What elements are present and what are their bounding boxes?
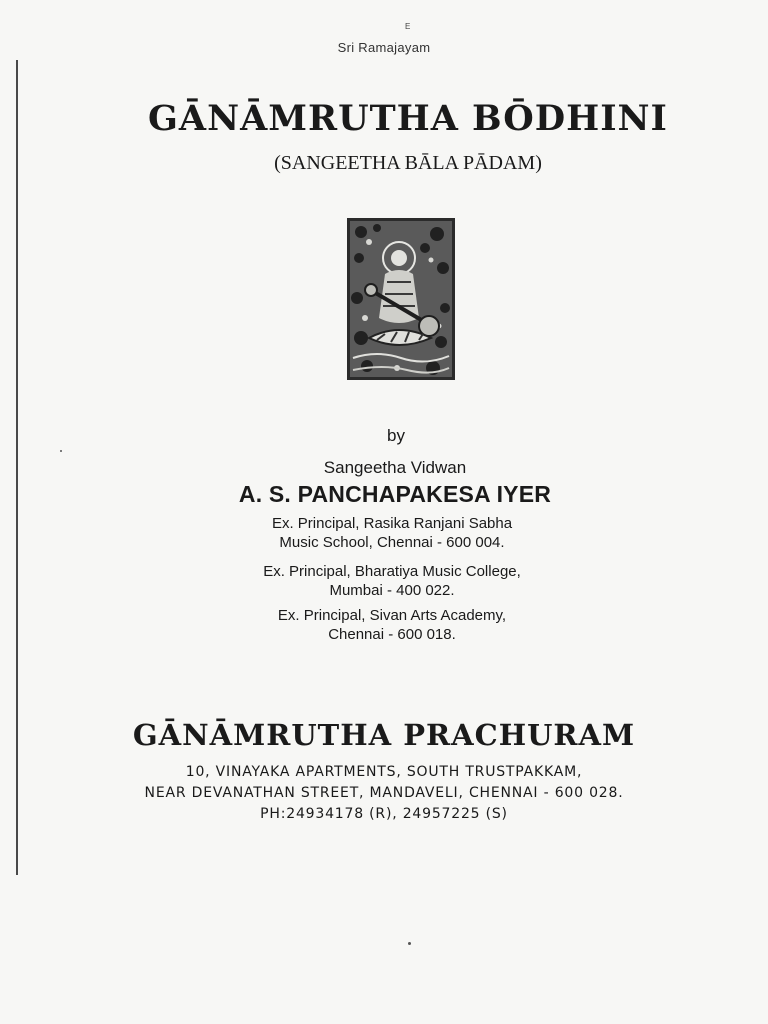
scan-speck — [408, 942, 411, 945]
credential-line: Ex. Principal, Sivan Arts Academy, — [277, 607, 507, 624]
publisher-phone: PH:24934178 (R), 24957225 (S) — [260, 806, 508, 822]
saraswati-illustration-image — [347, 218, 455, 380]
credential-line: Ex. Principal, Rasika Ranjani Sabha — [271, 515, 513, 532]
book-subtitle: (SANGEETHA BĀLA PĀDAM) — [274, 152, 542, 174]
credential-2 — [0, 562, 768, 600]
book-title: GĀNĀMRUTHA BŌDHINI — [148, 98, 668, 139]
credential-line: Mumbai - 400 022. — [329, 582, 455, 599]
publisher-name: GĀNĀMRUTHA PRACHURAM — [132, 718, 636, 752]
corner-mark: E — [405, 22, 411, 31]
invocation-text: Sri Ramajayam — [337, 40, 431, 55]
scan-speck — [60, 450, 62, 452]
credential-line: Ex. Principal, Bharatiya Music College, — [263, 563, 521, 580]
credential-line: Music School, Chennai - 600 004. — [279, 534, 505, 551]
credential-1 — [0, 514, 768, 552]
author-honorific: Sangeetha Vidwan — [323, 458, 467, 477]
publisher-address-line-1: 10, VINAYAKA APARTMENTS, SOUTH TRUSTPAKKAM, — [185, 764, 583, 780]
credential-3 — [0, 606, 768, 644]
author-name: A. S. PANCHAPAKESA IYER — [238, 481, 552, 507]
by-label: by — [387, 426, 405, 445]
publisher-address-line-2: NEAR DEVANATHAN STREET, MANDAVELI, CHENNAI - 600 028. — [144, 785, 624, 801]
credential-line: Chennai - 600 018. — [328, 626, 456, 643]
